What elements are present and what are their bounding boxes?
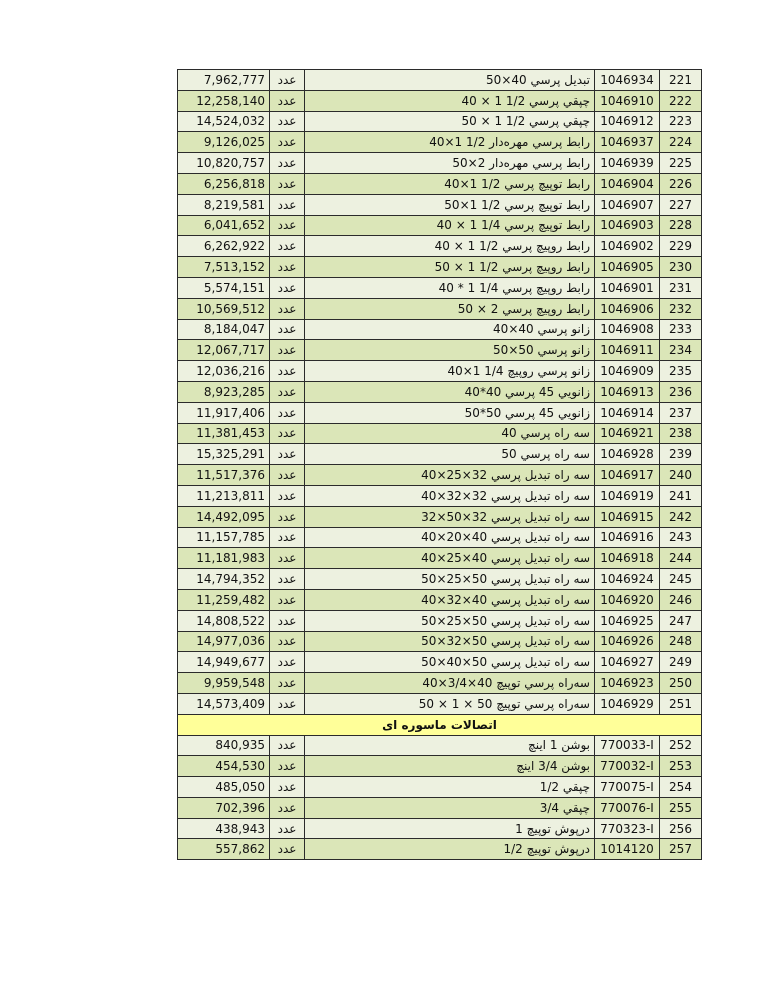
table-row [178, 756, 702, 777]
row-number-cell: 249 [660, 652, 702, 673]
product-code-cell: 770075-I [595, 777, 660, 798]
unit-cell: عدد [270, 548, 305, 569]
unit-cell: عدد [270, 527, 305, 548]
table-row [178, 652, 702, 673]
row-number-cell: 226 [660, 173, 702, 194]
description-cell: زانو پرسي 40×40 [305, 319, 595, 340]
description-cell: رابط روپيچ پرسي 2 × 50 [305, 298, 595, 319]
unit-cell: عدد [270, 361, 305, 382]
row-number-cell: 229 [660, 236, 702, 257]
row-number-cell: 221 [660, 70, 702, 91]
product-code-cell: 1046906 [595, 298, 660, 319]
price-cell: 557,862 [178, 839, 270, 860]
price-cell: 7,513,152 [178, 257, 270, 278]
table-row [178, 319, 702, 340]
table-row [178, 589, 702, 610]
description-cell: زانويي 45 پرسي 50*50 [305, 402, 595, 423]
product-code-cell: 1046911 [595, 340, 660, 361]
description-cell: سه راه تبديل پرسي 32×25×40 [305, 465, 595, 486]
unit-cell: عدد [270, 319, 305, 340]
table-row [178, 423, 702, 444]
row-number-cell: 257 [660, 839, 702, 860]
description-cell: زانويي 45 پرسي 40*40 [305, 381, 595, 402]
unit-cell: عدد [270, 402, 305, 423]
product-code-cell: 1046914 [595, 402, 660, 423]
row-number-cell: 224 [660, 132, 702, 153]
product-code-cell: 770033-I [595, 735, 660, 756]
table-row [178, 277, 702, 298]
table-row [178, 839, 702, 860]
table-row [178, 673, 702, 694]
section-title: اتصالات ماسوره ای [178, 714, 702, 735]
price-cell: 14,492,095 [178, 506, 270, 527]
row-number-cell: 234 [660, 340, 702, 361]
unit-cell: عدد [270, 839, 305, 860]
description-cell: سه‌راه پرسي توپيچ 50 × 1 × 50 [305, 693, 595, 714]
product-code-cell: 1046904 [595, 173, 660, 194]
unit-cell: عدد [270, 777, 305, 798]
table-row [178, 340, 702, 361]
price-cell: 8,923,285 [178, 381, 270, 402]
product-code-cell: 770032-I [595, 756, 660, 777]
product-code-cell: 770323-I [595, 818, 660, 839]
unit-cell: عدد [270, 111, 305, 132]
unit-cell: عدد [270, 506, 305, 527]
table-row [178, 735, 702, 756]
unit-cell: عدد [270, 298, 305, 319]
price-cell: 11,917,406 [178, 402, 270, 423]
description-cell: سه راه تبديل پرسي 40×20×40 [305, 527, 595, 548]
row-number-cell: 235 [660, 361, 702, 382]
table-row [178, 818, 702, 839]
unit-cell: عدد [270, 90, 305, 111]
product-code-cell: 1046905 [595, 257, 660, 278]
description-cell: سه راه تبديل پرسي 50×25×50 [305, 610, 595, 631]
product-code-cell: 1046901 [595, 277, 660, 298]
price-cell: 12,067,717 [178, 340, 270, 361]
unit-cell: عدد [270, 485, 305, 506]
product-code-cell: 770076-I [595, 797, 660, 818]
description-cell: بوشن 3/4 اينچ [305, 756, 595, 777]
row-number-cell: 222 [660, 90, 702, 111]
unit-cell: عدد [270, 173, 305, 194]
product-code-cell: 1046909 [595, 361, 660, 382]
table-row [178, 527, 702, 548]
price-list-body [178, 70, 702, 860]
product-code-cell: 1046920 [595, 589, 660, 610]
table-row [178, 215, 702, 236]
table-row [178, 777, 702, 798]
description-cell: سه راه تبديل پرسي 40×32×40 [305, 589, 595, 610]
row-number-cell: 251 [660, 693, 702, 714]
product-code-cell: 1046924 [595, 569, 660, 590]
unit-cell: عدد [270, 215, 305, 236]
description-cell: رابط روپيچ پرسي 1/2 1 × 50 [305, 257, 595, 278]
price-cell: 14,524,032 [178, 111, 270, 132]
product-code-cell: 1046908 [595, 319, 660, 340]
product-code-cell: 1046934 [595, 70, 660, 91]
description-cell: سه راه پرسي 50 [305, 444, 595, 465]
price-cell: 702,396 [178, 797, 270, 818]
row-number-cell: 246 [660, 589, 702, 610]
price-cell: 9,959,548 [178, 673, 270, 694]
table-row [178, 569, 702, 590]
description-cell: چپقي پرسي 1/2 1 × 50 [305, 111, 595, 132]
product-code-cell: 1046927 [595, 652, 660, 673]
price-cell: 14,794,352 [178, 569, 270, 590]
description-cell: درپوش توپيچ 1 [305, 818, 595, 839]
row-number-cell: 238 [660, 423, 702, 444]
price-cell: 14,573,409 [178, 693, 270, 714]
unit-cell: عدد [270, 569, 305, 590]
price-cell: 6,262,922 [178, 236, 270, 257]
product-code-cell: 1046907 [595, 194, 660, 215]
description-cell: رابط روپيچ پرسي 1/4 1 * 40 [305, 277, 595, 298]
table-row [178, 257, 702, 278]
row-number-cell: 236 [660, 381, 702, 402]
table-row [178, 132, 702, 153]
product-code-cell: 1046923 [595, 673, 660, 694]
unit-cell: عدد [270, 797, 305, 818]
description-cell: چپقي 3/4 [305, 797, 595, 818]
description-cell: سه راه تبديل پرسي 50×32×50 [305, 631, 595, 652]
row-number-cell: 232 [660, 298, 702, 319]
price-cell: 12,258,140 [178, 90, 270, 111]
unit-cell: عدد [270, 610, 305, 631]
row-number-cell: 243 [660, 527, 702, 548]
unit-cell: عدد [270, 236, 305, 257]
product-code-cell: 1046917 [595, 465, 660, 486]
product-code-cell: 1046916 [595, 527, 660, 548]
price-cell: 11,259,482 [178, 589, 270, 610]
description-cell: سه راه تبديل پرسي 50×40×50 [305, 652, 595, 673]
product-code-cell: 1046913 [595, 381, 660, 402]
price-cell: 6,256,818 [178, 173, 270, 194]
row-number-cell: 248 [660, 631, 702, 652]
unit-cell: عدد [270, 340, 305, 361]
description-cell: تبدیل پرسي 40×50 [305, 70, 595, 91]
row-number-cell: 223 [660, 111, 702, 132]
product-code-cell: 1046921 [595, 423, 660, 444]
unit-cell: عدد [270, 673, 305, 694]
product-code-cell: 1046928 [595, 444, 660, 465]
table-row [178, 194, 702, 215]
table-row [178, 153, 702, 174]
product-code-cell: 1046939 [595, 153, 660, 174]
table-row [178, 381, 702, 402]
section-header-row [178, 714, 702, 735]
product-code-cell: 1046929 [595, 693, 660, 714]
description-cell: رابط توپيچ پرسي 1/4 1 × 40 [305, 215, 595, 236]
table-row [178, 797, 702, 818]
row-number-cell: 227 [660, 194, 702, 215]
row-number-cell: 230 [660, 257, 702, 278]
table-row [178, 298, 702, 319]
price-cell: 840,935 [178, 735, 270, 756]
unit-cell: عدد [270, 153, 305, 174]
row-number-cell: 253 [660, 756, 702, 777]
price-cell: 485,050 [178, 777, 270, 798]
product-code-cell: 1014120 [595, 839, 660, 860]
product-code-cell: 1046912 [595, 111, 660, 132]
unit-cell: عدد [270, 631, 305, 652]
product-code-cell: 1046903 [595, 215, 660, 236]
table-row [178, 485, 702, 506]
row-number-cell: 228 [660, 215, 702, 236]
price-cell: 6,041,652 [178, 215, 270, 236]
row-number-cell: 241 [660, 485, 702, 506]
product-code-cell: 1046937 [595, 132, 660, 153]
unit-cell: عدد [270, 652, 305, 673]
row-number-cell: 231 [660, 277, 702, 298]
row-number-cell: 240 [660, 465, 702, 486]
row-number-cell: 242 [660, 506, 702, 527]
price-cell: 8,219,581 [178, 194, 270, 215]
price-cell: 14,977,036 [178, 631, 270, 652]
table-row [178, 693, 702, 714]
row-number-cell: 244 [660, 548, 702, 569]
table-row [178, 610, 702, 631]
product-code-cell: 1046919 [595, 485, 660, 506]
table-row [178, 90, 702, 111]
product-code-cell: 1046918 [595, 548, 660, 569]
unit-cell: عدد [270, 693, 305, 714]
price-cell: 14,949,677 [178, 652, 270, 673]
description-cell: رابط توپيچ پرسي 1/2 1×40 [305, 173, 595, 194]
price-cell: 9,126,025 [178, 132, 270, 153]
row-number-cell: 252 [660, 735, 702, 756]
table-row [178, 506, 702, 527]
row-number-cell: 245 [660, 569, 702, 590]
unit-cell: عدد [270, 465, 305, 486]
table-row [178, 70, 702, 91]
unit-cell: عدد [270, 444, 305, 465]
price-cell: 5,574,151 [178, 277, 270, 298]
description-cell: رابط پرسي مهره‌دار 1/2 1×40 [305, 132, 595, 153]
description-cell: سه راه تبديل پرسي 40×25×40 [305, 548, 595, 569]
unit-cell: عدد [270, 194, 305, 215]
row-number-cell: 256 [660, 818, 702, 839]
unit-cell: عدد [270, 277, 305, 298]
unit-cell: عدد [270, 381, 305, 402]
description-cell: رابط روپيچ پرسي 1/2 1 × 40 [305, 236, 595, 257]
table-row [178, 236, 702, 257]
row-number-cell: 237 [660, 402, 702, 423]
product-code-cell: 1046915 [595, 506, 660, 527]
description-cell: سه راه تبديل پرسي 50×25×50 [305, 569, 595, 590]
description-cell: زانو پرسي روپيچ 1/4 1×40 [305, 361, 595, 382]
price-cell: 12,036,216 [178, 361, 270, 382]
price-cell: 11,381,453 [178, 423, 270, 444]
price-cell: 11,181,983 [178, 548, 270, 569]
unit-cell: عدد [270, 132, 305, 153]
product-code-cell: 1046910 [595, 90, 660, 111]
description-cell: سه راه تبديل پرسي 32×32×40 [305, 485, 595, 506]
description-cell: رابط توپيچ پرسي 1/2 1×50 [305, 194, 595, 215]
price-cell: 10,820,757 [178, 153, 270, 174]
table-row [178, 444, 702, 465]
description-cell: چپقي پرسي 1/2 1 × 40 [305, 90, 595, 111]
description-cell: چپقي 1/2 [305, 777, 595, 798]
description-cell: سه راه تبديل پرسي 32×50×32 [305, 506, 595, 527]
price-cell: 15,325,291 [178, 444, 270, 465]
price-cell: 10,569,512 [178, 298, 270, 319]
product-code-cell: 1046926 [595, 631, 660, 652]
product-code-cell: 1046925 [595, 610, 660, 631]
row-number-cell: 254 [660, 777, 702, 798]
price-list-table [177, 69, 702, 860]
description-cell: درپوش توپيچ 1/2 [305, 839, 595, 860]
row-number-cell: 225 [660, 153, 702, 174]
price-cell: 11,157,785 [178, 527, 270, 548]
table-row [178, 402, 702, 423]
table-row [178, 631, 702, 652]
unit-cell: عدد [270, 818, 305, 839]
price-cell: 8,184,047 [178, 319, 270, 340]
product-code-cell: 1046902 [595, 236, 660, 257]
row-number-cell: 247 [660, 610, 702, 631]
table-row [178, 111, 702, 132]
table-row [178, 173, 702, 194]
description-cell: بوشن 1 اينچ [305, 735, 595, 756]
price-cell: 11,517,376 [178, 465, 270, 486]
row-number-cell: 239 [660, 444, 702, 465]
unit-cell: عدد [270, 735, 305, 756]
price-cell: 11,213,811 [178, 485, 270, 506]
unit-cell: عدد [270, 257, 305, 278]
row-number-cell: 233 [660, 319, 702, 340]
description-cell: سه راه پرسي 40 [305, 423, 595, 444]
table-row [178, 361, 702, 382]
unit-cell: عدد [270, 70, 305, 91]
row-number-cell: 250 [660, 673, 702, 694]
unit-cell: عدد [270, 756, 305, 777]
price-cell: 438,943 [178, 818, 270, 839]
table-row [178, 548, 702, 569]
table-row [178, 465, 702, 486]
unit-cell: عدد [270, 423, 305, 444]
description-cell: سه‌راه پرسي توپيچ 40×3/4×40 [305, 673, 595, 694]
description-cell: رابط پرسي مهره‌دار 2×50 [305, 153, 595, 174]
price-cell: 454,530 [178, 756, 270, 777]
price-cell: 7,962,777 [178, 70, 270, 91]
description-cell: زانو پرسي 50×50 [305, 340, 595, 361]
row-number-cell: 255 [660, 797, 702, 818]
unit-cell: عدد [270, 589, 305, 610]
price-cell: 14,808,522 [178, 610, 270, 631]
